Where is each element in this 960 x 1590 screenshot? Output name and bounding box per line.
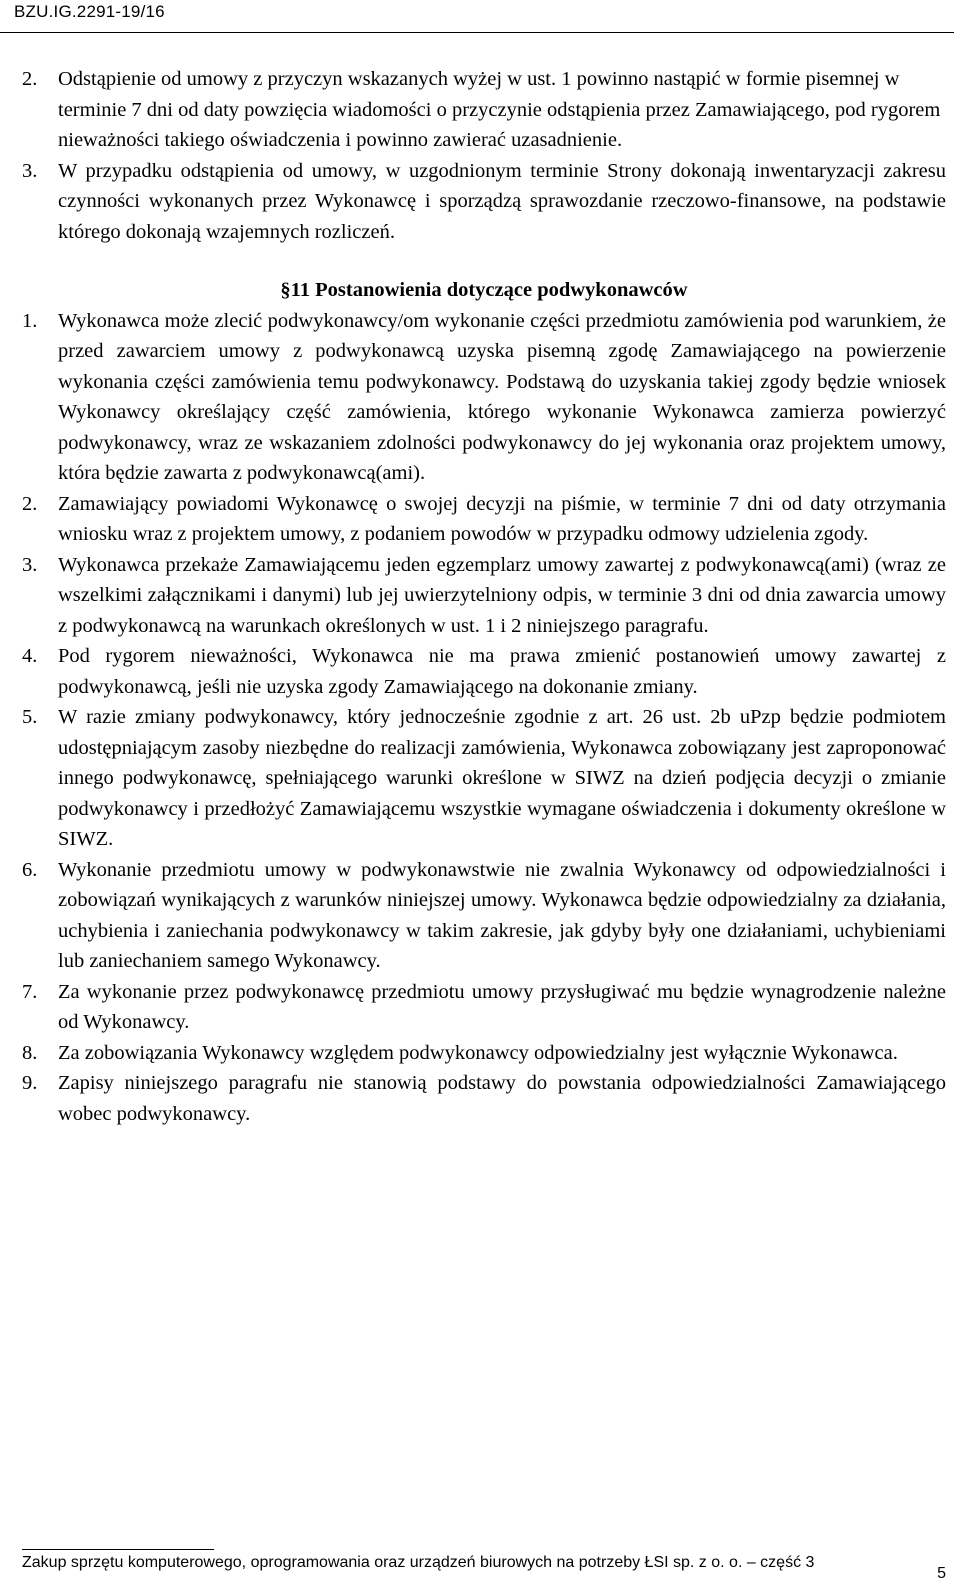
footer-divider xyxy=(22,1549,214,1550)
item-number: 5. xyxy=(22,706,38,728)
list-item xyxy=(22,1068,946,1129)
item-number: 6. xyxy=(22,858,38,881)
item-number: 2. xyxy=(22,68,38,90)
item-number: 7. xyxy=(22,980,38,1003)
item-text: W przypadku odstąpienia od umowy, w uzgodnionym terminie Strony dokonają inwentaryzacji zakresu czynności wykonanych przez Wykonawcę i sporządzą sprawozdanie rzeczowo-finansowe, na podstawie którego dokonają wzajemnych rozliczeń. xyxy=(58,159,946,243)
item-number: 3. xyxy=(22,159,38,182)
item-number: 9. xyxy=(22,1072,38,1094)
item-text: Odstąpienie od umowy z przyczyn wskazanych wyżej w ust. 1 powinno nastąpić w formie pisemnej w terminie 7 dni od daty powzięcia wiadomości o przyczynie odstąpienia przez Zamawiającego, pod rygorem nieważności takiego oświadczenia i powinno zawierać uzasadnienie. xyxy=(58,68,941,151)
list-item xyxy=(22,977,946,1038)
spacer xyxy=(22,247,946,275)
list-item xyxy=(22,156,946,248)
page-number: 5 xyxy=(937,1565,946,1582)
section-heading: §11 Postanowienia dotyczące podwykonawców xyxy=(280,279,688,301)
document-reference: BZU.IG.2291-19/16 xyxy=(14,2,165,21)
item-text: Zapisy niniejszego paragrafu nie stanowią podstawy do powstania odpowiedzialności Zamawiającego wobec podwykonawcy. xyxy=(58,1072,946,1125)
list-item xyxy=(22,855,946,977)
item-text: Wykonawca może zlecić podwykonawcy/om wykonanie części przedmiotu zamówienia pod warunkiem, że przed zawarciem umowy z podwykonawcą uzyska pisemną zgodę Zamawiającego na powierzenie wykonania części zamówienia temu podwykonawcy. Podstawą do uzyskania takiej zgody będzie wniosek Wykonawcy określający część zamówienia, którego wykonanie Wykonawca zamierza powierzyć podwykonawcy, wraz ze wskazaniem zdolności podwykonawcy do jej wykonania oraz projektem umowy, która będzie zawarta z podwykonawcą(ami). xyxy=(58,309,946,484)
item-number: 1. xyxy=(22,309,38,332)
document-body xyxy=(22,64,946,1129)
item-number: 4. xyxy=(22,645,38,667)
list-item xyxy=(22,550,946,642)
list-item xyxy=(22,489,946,550)
list-item xyxy=(22,702,946,855)
list-item xyxy=(22,64,946,156)
header-divider xyxy=(0,32,954,33)
item-text: Za zobowiązania Wykonawcy względem podwykonawcy odpowiedzialny jest wyłącznie Wykonawca. xyxy=(58,1041,898,1064)
list-item xyxy=(22,1038,946,1069)
list-item xyxy=(22,641,946,702)
item-number: 2. xyxy=(22,492,38,515)
item-text: Wykonanie przedmiotu umowy w podwykonawstwie nie zwalnia Wykonawcy od odpowiedzialności i zobowiązań wynikających z warunków niniejszej umowy. Wykonawca będzie odpowiedzialny za działania, uchybienia i zaniechania podwykonawcy w takim zakresie, jak gdyby były one działaniami, uchybieniami lub zaniechaniem samego Wykonawcy. xyxy=(58,858,946,972)
item-number: 8. xyxy=(22,1041,38,1064)
item-text: Za wykonanie przez podwykonawcę przedmiotu umowy przysługiwać mu będzie wynagrodzenie należne od Wykonawcy. xyxy=(58,980,946,1033)
item-text: W razie zmiany podwykonawcy, który jednocześnie zgodnie z art. 26 ust. 2b uPzp będzie podmiotem udostępniającym zasoby niezbędne do realizacji zamówienia, Wykonawca zobowiązany jest zaproponować innego podwykonawcę, spełniającego warunki określone w SIWZ na dzień podjęcia decyzji o zmianie podwykonawcy i przedłożyć Zamawiającemu wszystkie wymagane oświadczenia i dokumenty określone w SIWZ. xyxy=(58,706,946,850)
item-number: 3. xyxy=(22,553,38,576)
footer-text: Zakup sprzętu komputerowego, oprogramowania oraz urządzeń biurowych na potrzeby ŁSI sp. z o. o. – część 3 xyxy=(22,1554,815,1571)
item-text: Wykonawca przekaże Zamawiającemu jeden egzemplarz umowy zawartej z podwykonawcą(ami) (wraz ze wszelkimi załącznikami i danymi) lub jej uwierzytelniony odpis, w terminie 3 dni od dnia zawarcia umowy z podwykonawcą na warunkach określonych w ust. 1 i 2 niniejszego paragrafu. xyxy=(58,553,946,637)
item-text: Zamawiający powiadomi Wykonawcę o swojej decyzji na piśmie, w terminie 7 dni od daty otrzymania wniosku wraz z projektem umowy, z podaniem powodów w przypadku odmowy udzielenia zgody. xyxy=(58,492,946,545)
item-text: Pod rygorem nieważności, Wykonawca nie ma prawa zmienić postanowień umowy zawartej z podwykonawcą, jeśli nie uzyska zgody Zamawiającego na dokonanie zmiany. xyxy=(58,645,946,698)
list-item xyxy=(22,306,946,489)
